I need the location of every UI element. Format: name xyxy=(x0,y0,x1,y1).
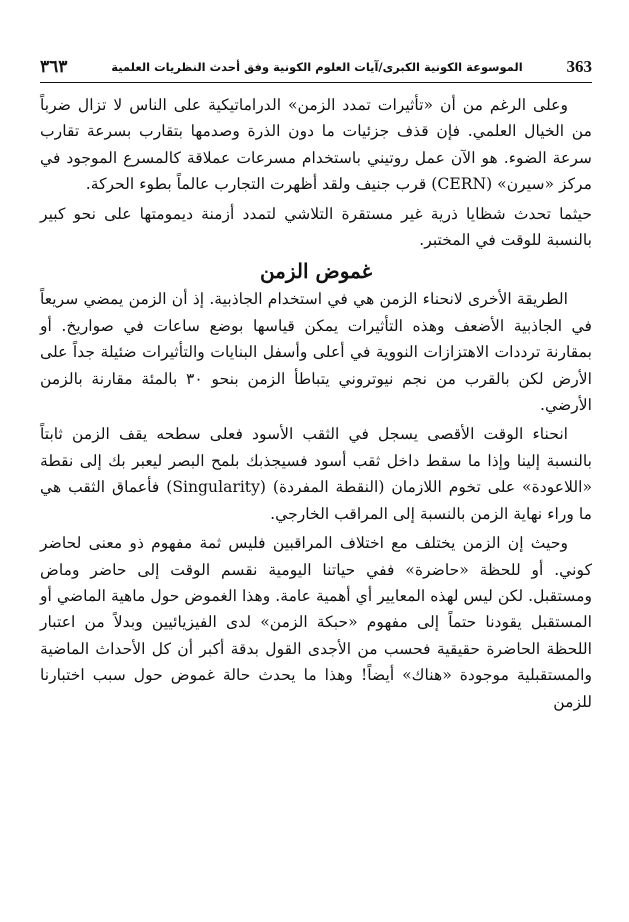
section-heading: غموض الزمن xyxy=(259,259,373,284)
page-header xyxy=(40,54,592,80)
header-rule xyxy=(40,82,592,83)
page-number-arabic: ٣٦٣ xyxy=(40,57,68,77)
page-number-latin: 363 xyxy=(566,57,592,76)
page-body xyxy=(40,92,592,718)
paragraph: حيثما تحدث شظايا ذرية غير مستقرة التلاشي لتمدد أزمنة ديمومتها على نحو كبير بالنسبة للوقت في المختبر. xyxy=(40,204,592,250)
running-title: الموسوعة الكونية الكبرى/آيات العلوم الكونية وفق أحدث النظريات العلمية xyxy=(111,60,523,74)
paragraph: وحيث إن الزمن يختلف مع اختلاف المراقبين فليس ثمة مفهوم ذو معنى لحاضر كوني. أو للحظة «حاضرة» ففي حياتنا اليومية نقسم الوقت إلى حاضر وماض ومستقبل. لكن ليس لهذه المعايير أي أهمية عامة. وهذا الغموض حول ماهية الماضي أو المستقبل يقودنا حتماً إلى مفهوم «حبكة الزمن» لدى الفيزيائيين وبدلاً من اعتبار اللحظة الحاضرة حقيقية فحسب من الأجدى القول بدقة أكبر أن كل الأحداث الماضية والمستقبلية موجودة «هناك» أيضاً! وهذا ما يحدث حالة غموض حول سبب اختبارنا للزمن xyxy=(40,534,592,711)
paragraph: الطريقة الأخرى لانحناء الزمن هي في استخدام الجاذبية. إذ أن الزمن يمضي سريعاً في الجاذبية الأضعف وهذه التأثيرات يمكن قياسها بوضع ساعات في صواريخ. أو بمقارنة ترددات الاهتزازات النووية في أعلى وأسفل البنايات والتأثيرات ضئيلة جداً على الأرض لكن بالقرب من نجم نيوتروني يتباطأ الزمن بنحو ٣٠ بالمئة مقارنة بالزمن الأرضي. xyxy=(40,290,592,415)
paragraph: انحناء الوقت الأقصى يسجل في الثقب الأسود فعلى سطحه يقف الزمن ثابتاً بالنسبة إلينا وإذا ما سقط داخل ثقب أسود فسيجذبك بلمح البصر ليعبر بك إلى نقطة «اللاعودة» على تخوم اللازمان (النقطة المفردة) (Singularity) فأعماق الثقب هي ما وراء نهاية الزمن بالنسبة إلى المراقب الخارجي. xyxy=(40,425,592,523)
paragraph: وعلى الرغم من أن «تأثيرات تمدد الزمن» الدراماتيكية على الناس لا تزال ضرباً من الخيال العلمي. فإن قذف جزئيات ما دون الذرة وصدمها بتقارب بسرعة تقارب سرعة الضوء. هو الآن عمل روتيني باستخدام مسرعات عملاقة كالمسرع الموجود في مركز «سيرن» (CERN) قرب جنيف ولقد أظهرت التجارب عالماً بطوء الحركة. xyxy=(40,96,592,194)
